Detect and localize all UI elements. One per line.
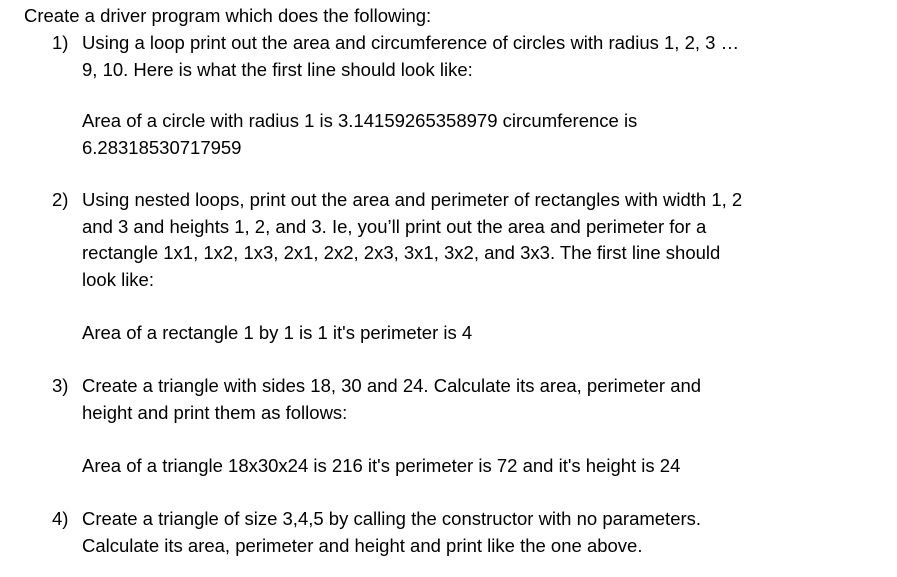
- text-line: rectangle 1x1, 1x2, 1x3, 2x1, 2x2, 2x3, 3x1, 3x2, and 3x3. The first line should: [82, 242, 721, 264]
- list-item-number: 2): [52, 189, 69, 210]
- text-line: Calculate its area, perimeter and height and print like the one above.: [82, 534, 643, 556]
- list-item-number: 4): [52, 508, 69, 529]
- example-line: 6.28318530717959: [82, 136, 242, 158]
- list-item-text: [82, 373, 701, 426]
- example-output-3: [82, 453, 680, 480]
- text-line: Create a triangle with sides 18, 30 and 24. Calculate its area, perimeter and: [82, 375, 702, 396]
- example-line: Area of a triangle 18x30x24 is 216 it's perimeter is 72 and it's height is 24: [82, 455, 681, 476]
- text-line: Create a triangle of size 3,4,5 by calling the constructor with no parameters.: [82, 508, 702, 529]
- list-item-number: 3): [52, 375, 69, 396]
- text-line: Using a loop print out the area and circumference of circles with radius 1, 2, 3 …: [82, 32, 740, 53]
- text-line: look like:: [82, 268, 154, 290]
- intro-text: Create a driver program which does the following:: [24, 5, 432, 26]
- example-output-1: [82, 108, 637, 161]
- example-line: Area of a circle with radius 1 is 3.14159265358979 circumference is: [82, 110, 638, 131]
- list-item-text: [82, 187, 742, 293]
- text-line: 9, 10. Here is what the first line should look like:: [82, 58, 473, 80]
- list-item-text: [82, 30, 739, 83]
- example-line: Area of a rectangle 1 by 1 is 1 it's perimeter is 4: [82, 322, 473, 343]
- text-line: and 3 and heights 1, 2, and 3. Ie, you’ll print out the area and perimeter for a: [82, 215, 707, 237]
- list-item-text: [82, 506, 701, 559]
- list-item-number: 1): [52, 32, 69, 53]
- example-output-2: [82, 320, 472, 347]
- text-line: height and print them as follows:: [82, 401, 348, 423]
- text-line: Using nested loops, print out the area and perimeter of rectangles with width 1, 2: [82, 189, 743, 210]
